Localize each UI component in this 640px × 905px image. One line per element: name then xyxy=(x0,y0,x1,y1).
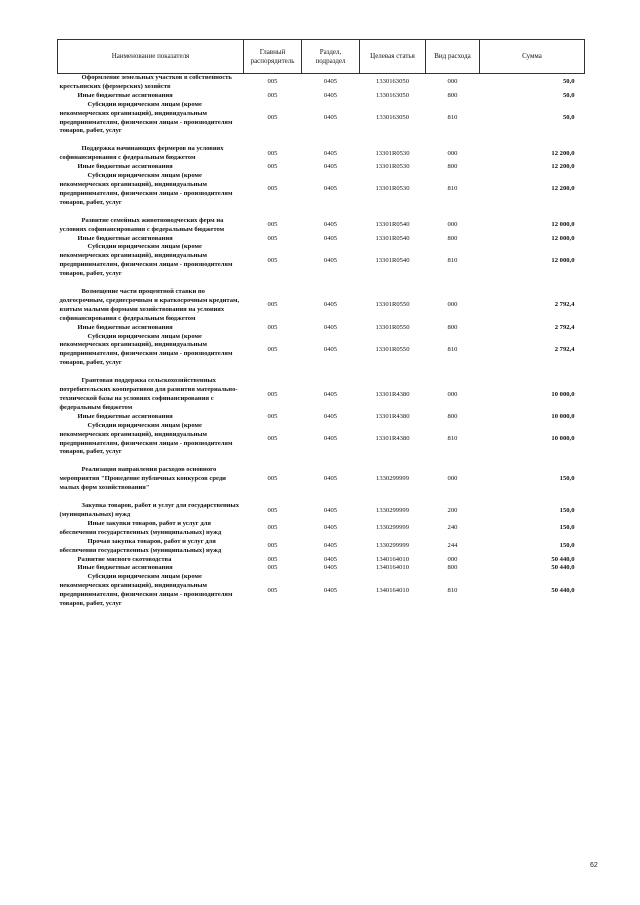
row-sum: 150,0 xyxy=(559,542,575,550)
row-expense-type: 800 xyxy=(447,564,458,572)
table-row xyxy=(58,564,585,573)
table-row xyxy=(58,145,585,163)
row-target-article: 13301R0540 xyxy=(375,256,410,264)
row-target-article: 1330299999 xyxy=(376,542,409,550)
table-row xyxy=(58,74,585,92)
row-expense-type: 000 xyxy=(447,475,458,483)
row-sum: 10 000,0 xyxy=(551,390,575,398)
row-section: 0405 xyxy=(323,78,338,86)
row-sum: 50 440,0 xyxy=(551,555,575,563)
row-spacer xyxy=(58,368,585,377)
table-row xyxy=(58,92,585,101)
row-name: Прочая закупка товаров, работ и услуг для обеспечения государственных (муниципальных) нужд xyxy=(59,537,222,554)
header-name: Наименование показателя xyxy=(58,40,244,74)
row-sum: 2 792,4 xyxy=(554,301,575,309)
row-name: Субсидии юридическим лицам (кроме некоммерческих организаций), индивидуальным предпринимателям, физическим лицам - производителям товаров, работ, услуг xyxy=(59,421,233,456)
spacer-cell xyxy=(58,208,585,217)
row-main-manager: 005 xyxy=(267,555,278,563)
row-expense-type: 800 xyxy=(447,323,458,331)
row-name: Иные бюджетные ассигнования xyxy=(77,163,173,171)
row-section: 0405 xyxy=(323,163,338,171)
row-expense-type: 000 xyxy=(447,78,458,86)
table-body xyxy=(58,74,585,609)
row-sum: 2 792,4 xyxy=(554,345,575,353)
row-expense-type: 000 xyxy=(447,301,458,309)
row-section: 0405 xyxy=(323,345,338,353)
row-spacer xyxy=(58,136,585,145)
row-main-manager: 005 xyxy=(267,234,278,242)
row-main-manager: 005 xyxy=(267,435,278,443)
row-name: Поддержка начинающих фермеров на условиях софинансирования с федеральным бюджетом xyxy=(59,145,224,162)
row-sum: 12 200,0 xyxy=(551,185,575,193)
spacer-cell xyxy=(58,279,585,288)
row-section: 0405 xyxy=(323,234,338,242)
row-section: 0405 xyxy=(323,586,338,594)
row-expense-type: 810 xyxy=(447,185,458,193)
row-target-article: 13301R0530 xyxy=(375,149,410,157)
row-main-manager: 005 xyxy=(267,345,278,353)
row-sum: 12 000,0 xyxy=(551,221,575,229)
table-row xyxy=(58,235,585,244)
row-expense-type: 810 xyxy=(447,114,458,122)
row-section: 0405 xyxy=(323,542,338,550)
spacer-cell xyxy=(58,457,585,466)
row-main-manager: 005 xyxy=(267,301,278,309)
row-target-article: 1340164010 xyxy=(376,555,409,563)
row-sum: 10 000,0 xyxy=(551,435,575,443)
row-main-manager: 005 xyxy=(267,221,278,229)
row-sum: 12 000,0 xyxy=(551,256,575,264)
row-main-manager: 005 xyxy=(267,323,278,331)
row-expense-type: 800 xyxy=(447,163,458,171)
row-sum: 12 200,0 xyxy=(551,149,575,157)
row-section: 0405 xyxy=(323,555,338,563)
row-name: Развитие семейных животноводческих ферм на условиях софинансирования с федеральным бюджетом xyxy=(59,216,225,233)
spacer-cell xyxy=(58,136,585,145)
page-number: 62 xyxy=(590,862,598,869)
row-main-manager: 005 xyxy=(267,390,278,398)
row-expense-type: 000 xyxy=(447,555,458,563)
row-target-article: 13301R0530 xyxy=(375,163,410,171)
row-section: 0405 xyxy=(323,475,338,483)
row-section: 0405 xyxy=(323,185,338,193)
table-header xyxy=(58,40,585,74)
row-target-article: 13301R0540 xyxy=(375,221,410,229)
row-name: Иные бюджетные ассигнования xyxy=(77,91,173,99)
row-target-article: 1330163050 xyxy=(376,114,409,122)
row-section: 0405 xyxy=(323,564,338,572)
header-target-article: Целевая статья xyxy=(360,40,426,74)
row-main-manager: 005 xyxy=(267,524,278,532)
row-name: Закупка товаров, работ и услуг для государственных (муниципальных) нужд xyxy=(59,502,239,518)
table-row xyxy=(58,377,585,413)
row-expense-type: 800 xyxy=(447,91,458,99)
row-section: 0405 xyxy=(323,114,338,122)
row-main-manager: 005 xyxy=(267,506,278,514)
row-spacer xyxy=(58,279,585,288)
row-name: Субсидии юридическим лицам (кроме некоммерческих организаций), индивидуальным предпринимателям, физическим лицам - производителям товаров, работ, услуг xyxy=(59,573,233,608)
row-main-manager: 005 xyxy=(267,586,278,594)
row-section: 0405 xyxy=(323,412,338,420)
row-sum: 2 792,4 xyxy=(554,323,575,331)
row-expense-type: 800 xyxy=(447,234,458,242)
row-target-article: 13301R0530 xyxy=(375,185,410,193)
row-target-article: 13301R0550 xyxy=(375,323,410,331)
row-expense-type: 200 xyxy=(447,506,458,514)
table-row xyxy=(58,556,585,565)
row-sum: 12 200,0 xyxy=(551,163,575,171)
table-row xyxy=(58,520,585,538)
table-row xyxy=(58,243,585,279)
row-section: 0405 xyxy=(323,323,338,331)
row-name: Реализация направления расходов основного мероприятия "Проведение публичных конкурсов среди малых форм хозяйствования" xyxy=(59,466,226,492)
row-sum: 10 000,0 xyxy=(551,412,575,420)
row-sum: 150,0 xyxy=(559,506,575,514)
row-section: 0405 xyxy=(323,91,338,99)
row-expense-type: 810 xyxy=(447,256,458,264)
budget-table xyxy=(57,39,585,609)
header-main-manager: Главный распорядитель xyxy=(244,40,302,74)
row-sum: 50 440,0 xyxy=(551,586,575,594)
row-name: Грантовая поддержка сельскохозяйственных потребительских кооперативов для развития материально-технической базы на условиях софинансирования с федеральным бюджетом xyxy=(59,377,238,411)
row-section: 0405 xyxy=(323,390,338,398)
row-section: 0405 xyxy=(323,301,338,309)
row-name: Оформление земельных участков в собственность крестьянских (фермерских) хозяйств xyxy=(59,74,232,90)
header-expense-type: Вид расхода xyxy=(426,40,480,74)
row-spacer xyxy=(58,457,585,466)
table-row xyxy=(58,413,585,422)
row-sum: 50,0 xyxy=(562,91,575,99)
row-section: 0405 xyxy=(323,506,338,514)
row-section: 0405 xyxy=(323,435,338,443)
row-main-manager: 005 xyxy=(267,475,278,483)
row-name: Иные бюджетные ассигнования xyxy=(77,234,173,242)
row-main-manager: 005 xyxy=(267,163,278,171)
table-row xyxy=(58,573,585,609)
row-main-manager: 005 xyxy=(267,114,278,122)
row-target-article: 1340164010 xyxy=(376,564,409,572)
row-expense-type: 000 xyxy=(447,221,458,229)
row-sum: 50 440,0 xyxy=(551,564,575,572)
row-name: Субсидии юридическим лицам (кроме некоммерческих организаций), индивидуальным предпринимателям, физическим лицам - производителям товаров, работ, услуг xyxy=(59,100,233,135)
row-name: Иные бюджетные ассигнования xyxy=(77,564,173,572)
row-target-article: 13301R4380 xyxy=(375,435,410,443)
row-main-manager: 005 xyxy=(267,185,278,193)
row-main-manager: 005 xyxy=(267,91,278,99)
row-expense-type: 810 xyxy=(447,586,458,594)
row-expense-type: 800 xyxy=(447,412,458,420)
row-name: Иные закупки товаров, работ и услуг для обеспечения государственных (муниципальных) нужд xyxy=(59,519,222,536)
row-main-manager: 005 xyxy=(267,78,278,86)
row-sum: 150,0 xyxy=(559,475,575,483)
table-row xyxy=(58,466,585,493)
row-name: Субсидии юридическим лицам (кроме некоммерческих организаций), индивидуальным предпринимателям, физическим лицам - производителям товаров, работ, услуг xyxy=(59,332,233,367)
row-name: Субсидии юридическим лицам (кроме некоммерческих организаций), индивидуальным предпринимателям, физическим лицам - производителям товаров, работ, услуг xyxy=(59,243,233,278)
header-sum: Сумма xyxy=(480,40,585,74)
table-row xyxy=(58,324,585,333)
row-expense-type: 000 xyxy=(447,390,458,398)
table-row xyxy=(58,163,585,172)
row-target-article: 1330299999 xyxy=(376,475,409,483)
row-main-manager: 005 xyxy=(267,149,278,157)
row-expense-type: 240 xyxy=(447,524,458,532)
row-expense-type: 000 xyxy=(447,149,458,157)
row-sum: 150,0 xyxy=(559,524,575,532)
row-section: 0405 xyxy=(323,524,338,532)
table-row xyxy=(58,333,585,369)
row-target-article: 13301R0550 xyxy=(375,301,410,309)
row-main-manager: 005 xyxy=(267,256,278,264)
row-section: 0405 xyxy=(323,221,338,229)
row-name: Развитие мясного скотоводства xyxy=(77,555,172,563)
row-main-manager: 005 xyxy=(267,564,278,572)
row-name: Иные бюджетные ассигнования xyxy=(77,323,173,331)
row-target-article: 1330299999 xyxy=(376,506,409,514)
row-target-article: 1340164010 xyxy=(376,586,409,594)
table-row xyxy=(58,288,585,324)
row-target-article: 13301R4380 xyxy=(375,412,410,420)
row-target-article: 1330163050 xyxy=(376,91,409,99)
row-sum: 12 000,0 xyxy=(551,234,575,242)
row-main-manager: 005 xyxy=(267,412,278,420)
row-spacer xyxy=(58,208,585,217)
table-row xyxy=(58,538,585,556)
row-spacer xyxy=(58,493,585,502)
row-name: Иные бюджетные ассигнования xyxy=(77,412,173,420)
row-expense-type: 810 xyxy=(447,435,458,443)
table-row xyxy=(58,502,585,520)
spacer-cell xyxy=(58,493,585,502)
row-target-article: 13301R0540 xyxy=(375,234,410,242)
table-row xyxy=(58,217,585,235)
row-target-article: 1330299999 xyxy=(376,524,409,532)
table-row xyxy=(58,422,585,458)
row-sum: 50,0 xyxy=(562,78,575,86)
row-main-manager: 005 xyxy=(267,542,278,550)
row-name: Возмещение части процентной ставки по долгосрочным, среднесрочным и краткосрочным кредитам, взятым малыми формами хозяйствования на условиях софинансирования с федеральным бюджетом xyxy=(59,288,240,322)
row-expense-type: 810 xyxy=(447,345,458,353)
row-section: 0405 xyxy=(323,149,338,157)
row-section: 0405 xyxy=(323,256,338,264)
header-section: Раздел, подраздел xyxy=(302,40,360,74)
table-row xyxy=(58,172,585,208)
row-target-article: 1330163050 xyxy=(376,78,409,86)
row-name: Субсидии юридическим лицам (кроме некоммерческих организаций), индивидуальным предпринимателям, физическим лицам - производителям товаров, работ, услуг xyxy=(59,172,233,206)
spacer-cell xyxy=(58,368,585,377)
table-row xyxy=(58,101,585,137)
row-sum: 50,0 xyxy=(562,114,575,122)
row-target-article: 13301R4380 xyxy=(375,390,410,398)
budget-table-sheet xyxy=(57,39,584,609)
row-expense-type: 244 xyxy=(447,542,458,550)
row-target-article: 13301R0550 xyxy=(375,345,410,353)
